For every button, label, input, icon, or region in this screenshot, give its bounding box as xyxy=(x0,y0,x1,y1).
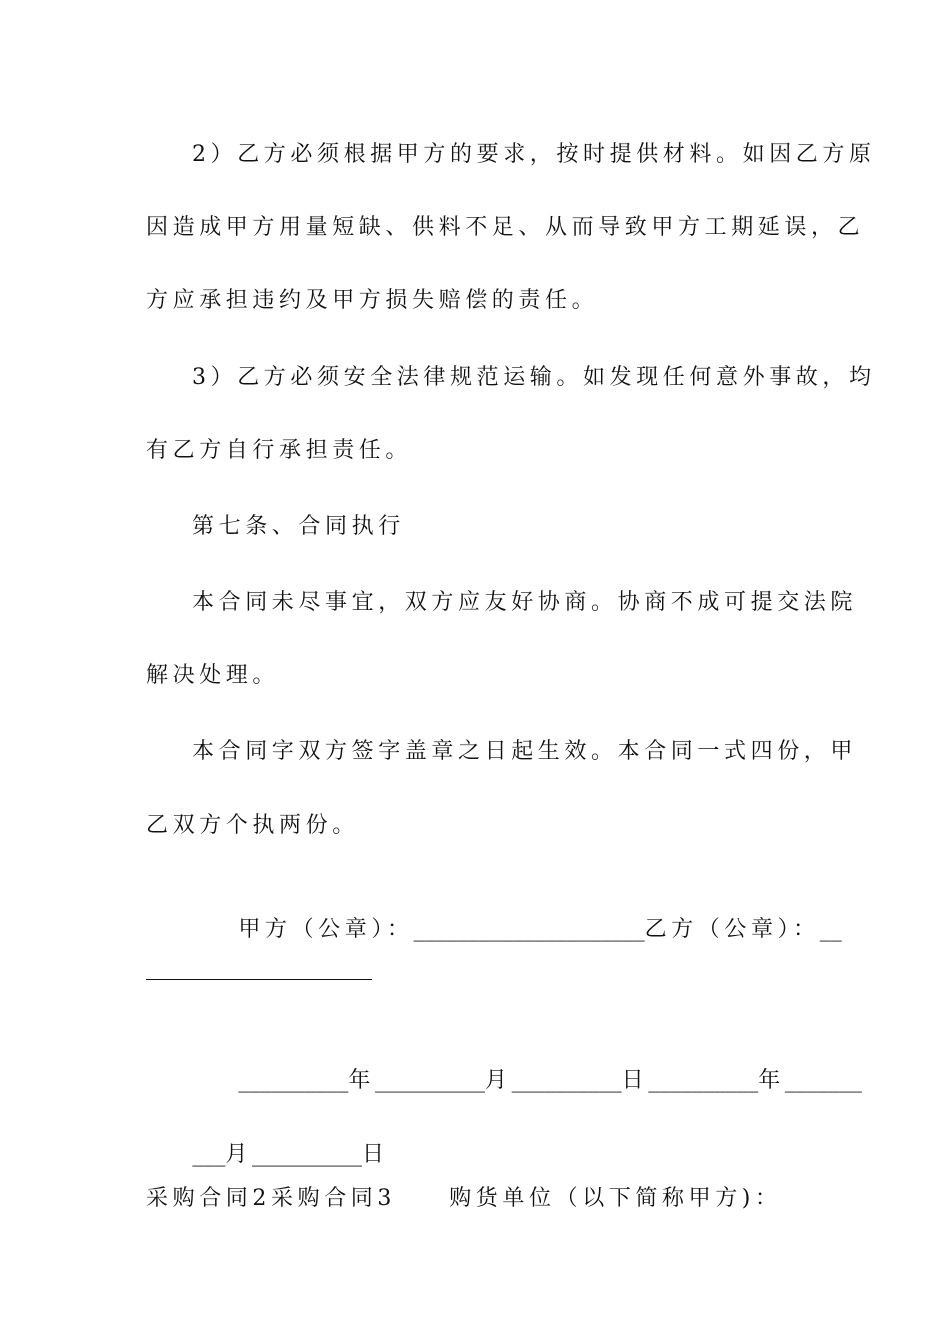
paragraph-line: 乙双方个执两份。 xyxy=(146,813,359,838)
party-b-signature-line xyxy=(146,979,372,980)
year-blank: __________ xyxy=(238,1068,349,1093)
paragraph-line: 有乙方自行承担责任。 xyxy=(146,438,413,463)
party-b-label: 乙方（公章）： xyxy=(644,917,820,942)
next-contract-heading: 采购合同2采购合同3 购货单位（以下简称甲方)： xyxy=(146,1186,782,1211)
paragraph-line: 2）乙方必须根据甲方的要求，按时提供材料。如因乙方原 xyxy=(192,142,876,167)
year-blank: __________ xyxy=(648,1068,759,1093)
month-label: 月 xyxy=(225,1142,252,1167)
day-label: 日 xyxy=(621,1068,649,1093)
section-heading: 第七条、合同执行 xyxy=(192,514,405,539)
paragraph-line: 本合同字双方签字盖章之日起生效。本合同一式四份，甲 xyxy=(192,739,858,764)
day-label: 日 xyxy=(361,1142,389,1167)
month-label: 月 xyxy=(484,1068,512,1093)
paragraph-line: 因造成甲方用量短缺、供料不足、从而导致甲方工期延误，乙 xyxy=(146,215,865,240)
party-b-signature-blank: __ xyxy=(819,917,842,942)
paragraph-line: 3）乙方必须安全法律规范运输。如发现任何意外事故，均 xyxy=(192,365,876,390)
year-label: 年 xyxy=(758,1068,785,1093)
party-a-label: 甲方（公章）： xyxy=(238,917,414,942)
paragraph-line: 解决处理。 xyxy=(146,663,280,688)
party-a-seal-label xyxy=(192,885,842,975)
month-blank: _______ xyxy=(784,1068,862,1093)
party-a-signature-blank: _____________________ xyxy=(413,917,645,942)
paragraph-line: 方应承担违约及甲方损失赔偿的责任。 xyxy=(146,288,599,313)
year-label: 年 xyxy=(348,1068,375,1093)
day-blank: __________ xyxy=(511,1068,622,1093)
day-blank: __________ xyxy=(251,1142,362,1167)
paragraph-line: 本合同未尽事宜，双方应友好协商。协商不成可提交法院 xyxy=(192,590,858,615)
month-blank: ___ xyxy=(192,1142,226,1167)
month-blank: __________ xyxy=(374,1068,485,1093)
